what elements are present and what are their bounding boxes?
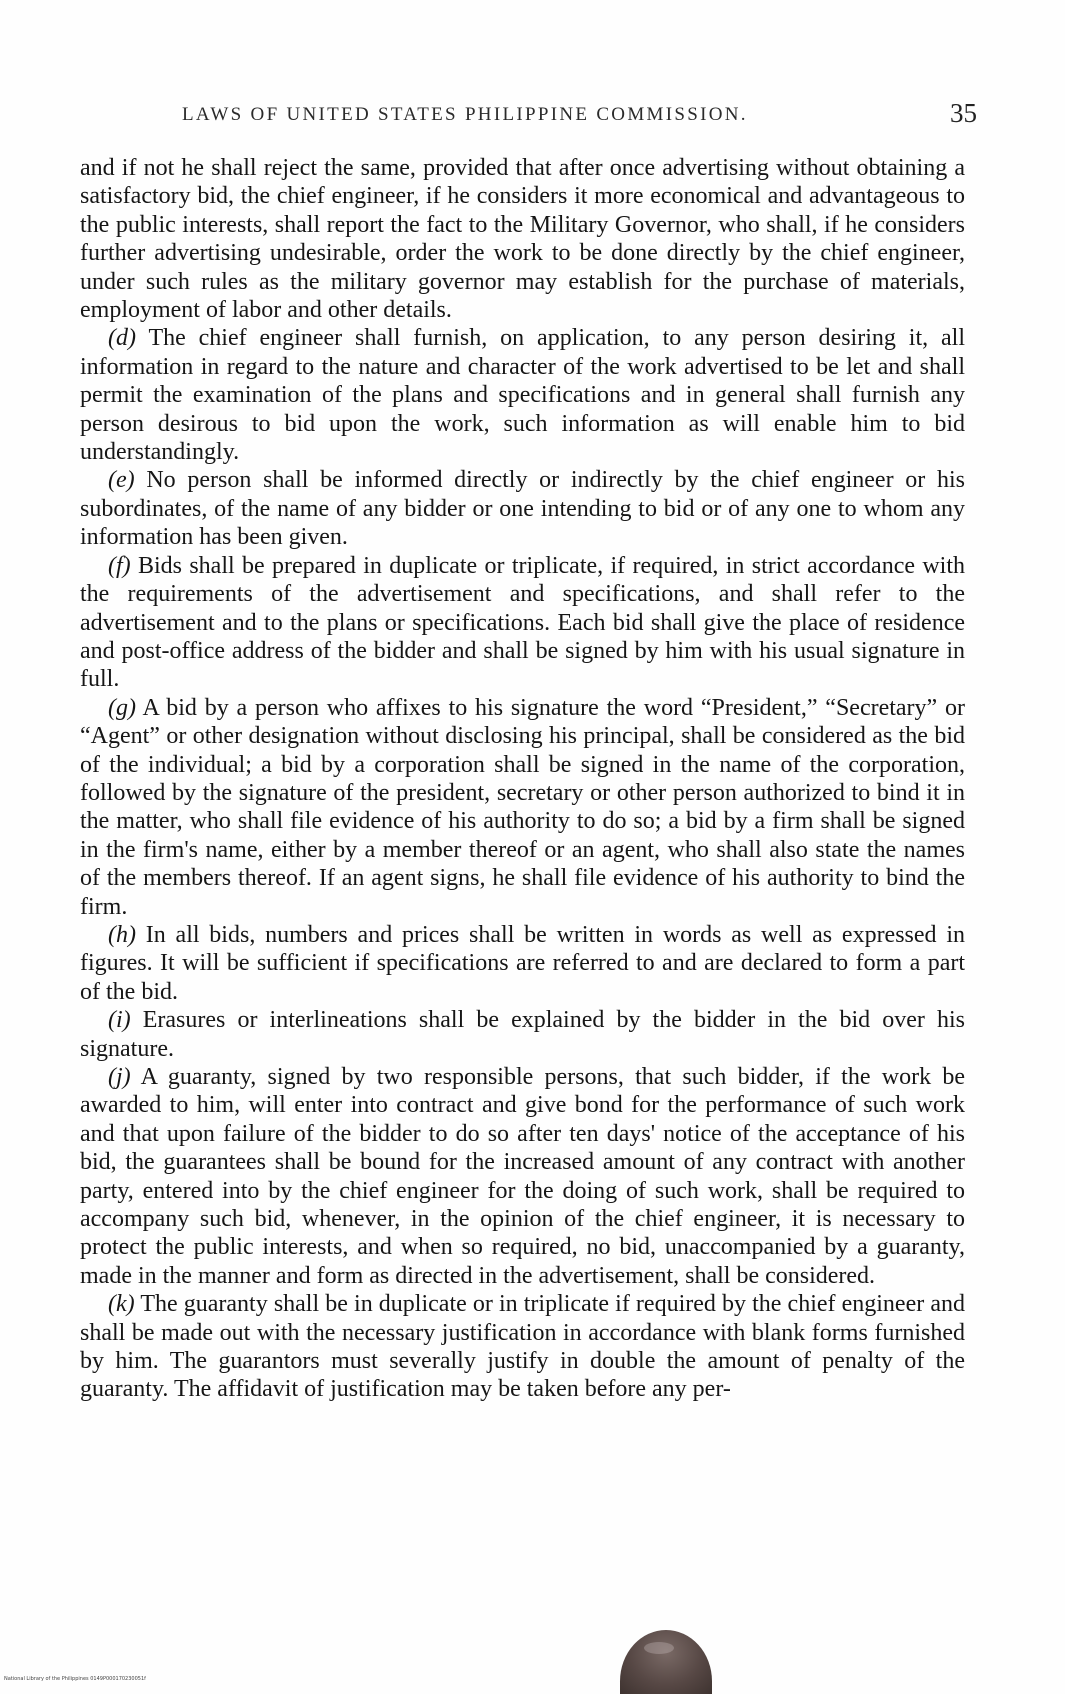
paragraph-text: and if not he shall reject the same, provided that after once advertising without obtaining a satisfactory bid, the chief engineer, if he considers it more economical and advantageous to the public interests, shall report the fact to the Military Governor, who shall, if he considers further advertising undesirable, order the work to be done directly by the chief engineer, under such rules as the military governor may establish for the purchase of materials, employment of labor and other details. <box>80 155 965 324</box>
running-title: LAWS OF UNITED STATES PHILIPPINE COMMISSION. <box>182 104 748 125</box>
thumb-smudge <box>620 1630 712 1694</box>
paragraph-text: A guaranty, signed by two responsible persons, that such bidder, if the work be awarded to him, will enter into contract and give bond for the performance of such work and that upon failure of the bidder to do so after ten days' notice of the acceptance of his bid, the guarantees shall be bound for the increased amount of any contract with another party, entered into by the chief engineer for the doing of such work, shall be required to accompany such bid, whenever, in the opinion of the chief engineer, it is necessary to protect the public interests, and when so required, no bid, unaccompanied by a guaranty, made in the manner and form as directed in the advertisement, shall be considered. <box>80 1064 965 1289</box>
paragraph-text: The guaranty shall be in duplicate or in triplicate if required by the chief engineer and shall be made out with the necessary justification in accordance with blank forms furnished by him. The guarantors must severally justify in double the amount of penalty of the guaranty. The affidavit of justification may be taken before any per- <box>80 1291 965 1403</box>
paragraph-h <box>80 921 965 1006</box>
paragraph-f <box>80 552 965 694</box>
paragraph-i <box>80 1006 965 1063</box>
paragraph-mark: (f) <box>108 552 131 579</box>
thumb-highlight <box>644 1642 674 1654</box>
paragraph-mark: (j) <box>108 1064 131 1090</box>
running-head <box>78 98 977 134</box>
paragraph-mark: (k) <box>108 1291 135 1318</box>
paragraph-mark: (i) <box>108 1007 131 1034</box>
paragraph-text: In all bids, numbers and prices shall be written in words as well as expressed in figures. It will be sufficient if specifications are referred to and are declared to form a part of the bid. <box>80 921 965 1005</box>
paragraph-text: Bids shall be prepared in duplicate or triplicate, if required, in strict accordance with the requirements of the advertisement and specifications, and shall refer to the advertisement and to the plans or specifications. Each bid shall give the place of residence and post-office address of the bidder and shall be signed by him with his usual signature in full. <box>80 552 965 693</box>
paragraph-e <box>80 466 965 551</box>
paragraph-mark: (d) <box>108 325 136 352</box>
paragraph-mark: (e) <box>108 467 135 494</box>
scan-footer-note: National Library of the Philippines 0149P000170230051f <box>4 1676 146 1682</box>
paragraph-text: Erasures or interlineations shall be explained by the bidder in the bid over his signature. <box>80 1007 965 1062</box>
paragraph-d <box>80 324 965 466</box>
paragraph-mark: (g) <box>108 694 136 721</box>
paragraph-text: The chief engineer shall furnish, on application, to any person desiring it, all information in regard to the nature and character of the work advertised to be let and shall permit the examination of the plans and specifications and in general shall furnish any person desirous to bid upon the work, such information as will enable him to bid understandingly. <box>80 325 965 466</box>
paragraph-mark: (h) <box>108 921 136 948</box>
paragraph-k <box>80 1290 965 1404</box>
paragraph-continuation <box>80 154 965 324</box>
paragraph-text: No person shall be informed directly or indirectly by the chief engineer or his subordinates, of the name of any bidder or one intending to bid or of any one to whom any information has been given. <box>80 467 965 551</box>
paragraph-j <box>80 1063 965 1290</box>
body-text <box>80 154 965 1404</box>
paragraph-g <box>80 694 965 921</box>
page-number: 35 <box>950 98 977 128</box>
paragraph-text: A bid by a person who affixes to his signature the word “President,” “Secretary” or “Agent” or other designation without disclosing his principal, shall be considered as the bid of the individual; a bid by a corporation shall be signed in the name of the corporation, followed by the signature of the president, secretary or other person authorized to bind it in the matter, who shall file evidence of his authority to do so; a bid by a firm shall be signed in the firm's name, either by a member thereof or an agent, who shall also state the names of the members thereof. If an agent signs, he shall file evidence of his authority to bind the firm. <box>80 694 965 920</box>
